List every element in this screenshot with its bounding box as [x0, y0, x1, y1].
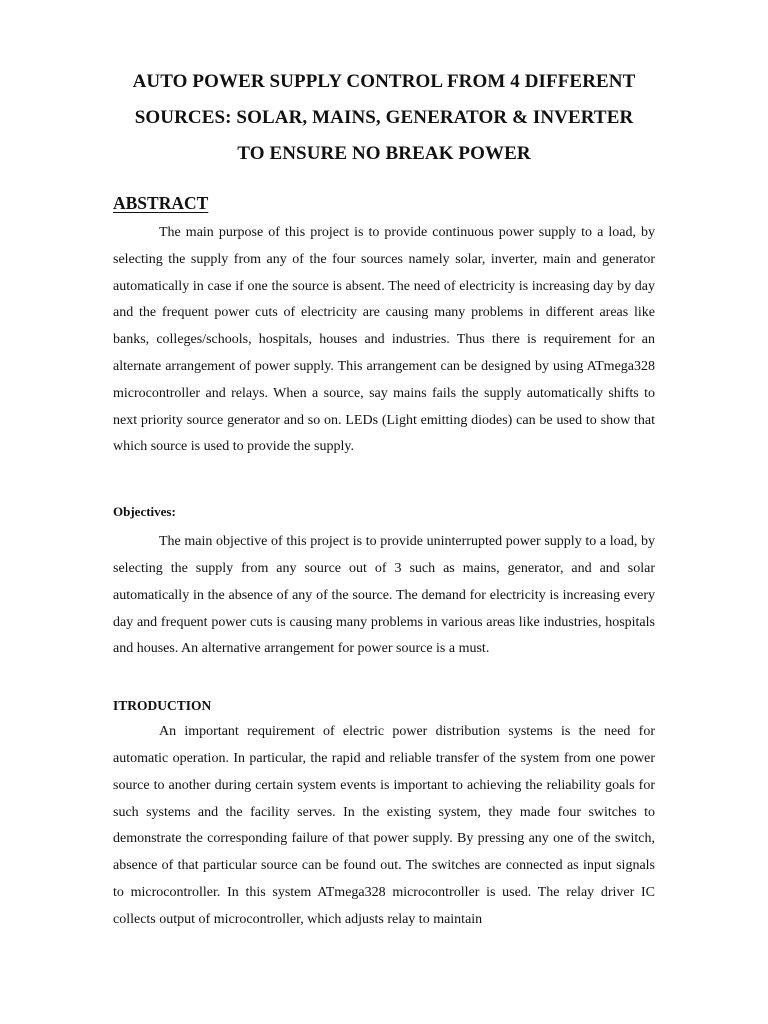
- title-line-2: SOURCES: SOLAR, MAINS, GENERATOR & INVERTER: [134, 107, 634, 128]
- abstract-heading: ABSTRACT: [113, 193, 209, 213]
- title-line-1: AUTO POWER SUPPLY CONTROL FROM 4 DIFFERENT: [132, 71, 636, 92]
- title-line-3: TO ENSURE NO BREAK POWER: [237, 143, 531, 164]
- objectives-heading: Objectives:: [113, 504, 176, 520]
- objectives-paragraph: The main objective of this project is to provide uninterrupted power supply to a load, by selecting the supply from any source out of 3 such as mains, generator, and and solar automatically in the absence of any of the source. The demand for electricity is increasing every day and frequent power cuts is causing many problems in various areas like industries, hospitals and houses. An alternative arrangement for power source is a must.: [113, 534, 655, 657]
- abstract-paragraph: The main purpose of this project is to provide continuous power supply to a load, by selecting the supply from any of the four sources namely solar, inverter, main and generator automatically in case if one the source is absent. The need of electricity is increasing day by day and the frequent power cuts of electricity are causing many problems in different areas like banks, colleges/schools, hospitals, houses and industries. Thus there is requirement for an alternate arrangement of power supply. This arrangement can be designed by using ATmega328 microcontroller and relays. When a source, say mains fails the supply automatically shifts to next priority source generator and so on. LEDs (Light emitting diodes) can be used to show that which source is used to provide the supply.: [113, 225, 655, 455]
- introduction-heading: ITRODUCTION: [113, 698, 212, 714]
- introduction-paragraph: An important requirement of electric power distribution systems is the need for automatic operation. In particular, the rapid and reliable transfer of the system from one power source to another during certain system events is important to achieving the reliability goals for such systems and the facility serves. In the existing system, they made four switches to demonstrate the corresponding failure of that power supply. By pressing any one of the switch, absence of that particular source can be found out. The switches are connected as input signals to microcontroller. In this system ATmega328 microcontroller is used. The relay driver IC collects output of microcontroller, which adjusts relay to maintain: [113, 724, 655, 927]
- document-title: [113, 0, 655, 172]
